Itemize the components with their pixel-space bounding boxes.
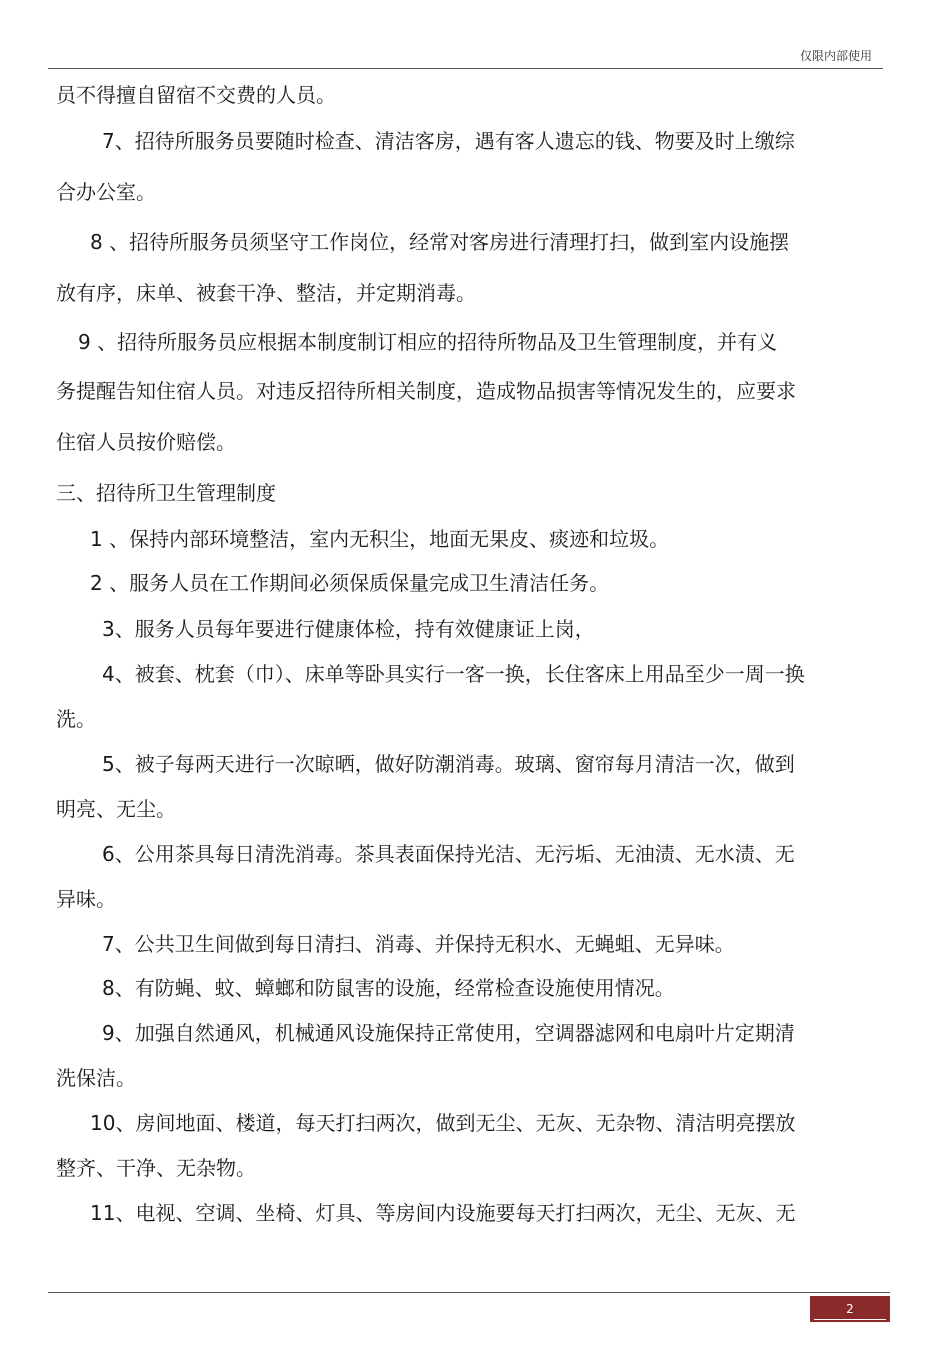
- body-line: 7、公共卫生间做到每日清扫、消毒、并保持无积水、无蝇蛆、无异味。: [102, 932, 735, 956]
- body-line: 3、服务人员每年要进行健康体检，持有效健康证上岗，: [102, 617, 595, 641]
- body-line: 10、房间地面、楼道，每天打扫两次，做到无尘、无灰、无杂物、清洁明亮摆放: [90, 1111, 796, 1135]
- body-line: 务提醒告知住宿人员。对违反招待所相关制度，造成物品损害等情况发生的，应要求: [56, 379, 796, 403]
- body-line: 5、被子每两天进行一次晾晒，做好防潮消毒。玻璃、窗帘每月清洁一次，做到: [102, 752, 795, 776]
- body-line: 7、招待所服务员要随时检查、清洁客房，遇有客人遗忘的钱、物要及时上缴综: [102, 129, 795, 153]
- body-line: 放有序，床单、被套干净、整洁，并定期消毒。: [56, 281, 476, 305]
- body-line: 住宿人员按价赔偿。: [56, 430, 236, 454]
- body-line: 合办公室。: [56, 180, 156, 204]
- body-line: 4、被套、枕套（巾）、床单等卧具实行一客一换，长住客床上用品至少一周一换: [102, 662, 805, 686]
- body-line: 6、公用茶具每日清洗消毒。茶具表面保持光洁、无污垢、无油渍、无水渍、无: [102, 842, 795, 866]
- body-line: 1 、保持内部环境整洁，室内无积尘，地面无果皮、痰迹和垃圾。: [90, 527, 670, 551]
- body-line: 9 、招待所服务员应根据本制度制订相应的招待所物品及卫生管理制度，并有义: [78, 330, 778, 354]
- section-heading: 三、招待所卫生管理制度: [56, 481, 276, 505]
- body-line: 洗保洁。: [56, 1066, 136, 1090]
- page-number-underline: [814, 1319, 886, 1320]
- body-line: 员不得擅自留宿不交费的人员。: [56, 83, 336, 107]
- body-line: 8、有防蝇、蚊、蟑螂和防鼠害的设施，经常检查设施使用情况。: [102, 976, 675, 1000]
- header-note: 仅限内部使用: [799, 49, 872, 63]
- page-number: 2: [846, 1302, 854, 1316]
- body-line: 11、电视、空调、坐椅、灯具、等房间内设施要每天打扫两次，无尘、无灰、无: [90, 1201, 796, 1225]
- body-line: 异味。: [56, 887, 116, 911]
- body-line: 整齐、干净、无杂物。: [56, 1156, 256, 1180]
- body-line: 明亮、无尘。: [56, 797, 176, 821]
- body-line: 8 、招待所服务员须坚守工作岗位，经常对客房进行清理打扫，做到室内设施摆: [90, 230, 790, 254]
- body-line: 9、加强自然通风，机械通风设施保持正常使用，空调器滤网和电扇叶片定期清: [102, 1021, 795, 1045]
- body-line: 2 、服务人员在工作期间必须保质保量完成卫生清洁任务。: [90, 571, 610, 595]
- footer-divider: [48, 1292, 890, 1293]
- body-line: 洗。: [56, 707, 96, 731]
